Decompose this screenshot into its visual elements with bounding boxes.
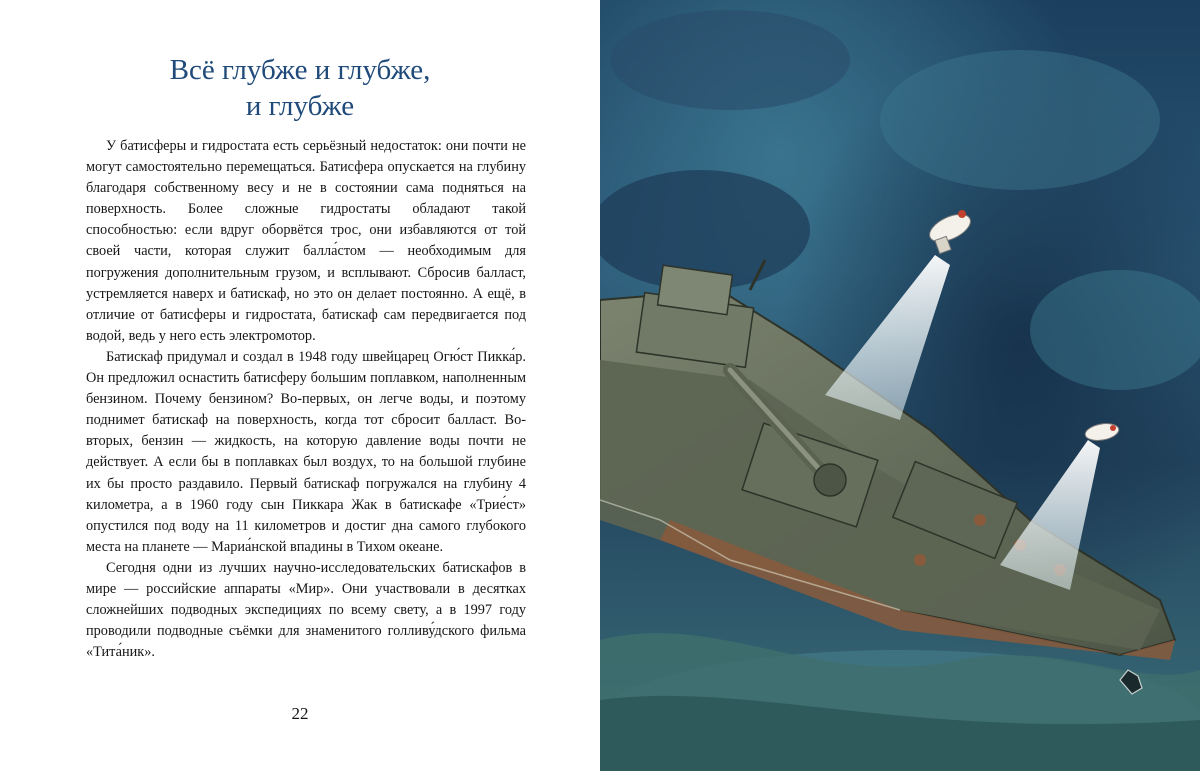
body-text bbox=[86, 136, 526, 663]
paragraph-1: У батисферы и гидростата есть серьёзный недостаток: они почти не могут самостоятельно перемещаться. Батисфера опускается на глубину благодаря собственному весу и не в состоянии сама подняться на поверхность. Более сложные гидростаты обладают такой способностью: если вдруг оборвётся трос, они избавляются от той своей части, которая служит балла́стом — необходимым для погружения дополнительным грузом, и всплывают. Сбросив балласт, устремляется наверх и батискаф, но это он делает постоянно. А ещё, в отличие от батисферы и гидростата, батискаф сам передвигается под водой, ведь у него есть электромотор. bbox=[86, 138, 526, 344]
shipwreck-illustration bbox=[600, 0, 1200, 771]
chapter-title-line-2: и глубже bbox=[245, 90, 355, 122]
illustration-page bbox=[600, 0, 1200, 771]
paragraph-2: Батискаф придумал и создал в 1948 году швейцарец Огю́ст Пикка́р. Он предложил оснастить батисферу большим поплавком, наполненным бензином. Почему бензином? Во-первых, он легче воды, и поэтому поднимет батискаф на поверхность, когда тот сбросит балласт. Во-вторых, бензин — жидкость, на которую давление воды почти не действует. А если бы в поплавках был воздух, то на большой глубине их бы просто раздавило. Первый батискаф погружался на глубину 4 километра, а в 1960 году сын Пиккара Жак в батискафе «Трие́ст» опустился под воду на 11 километров и достиг дна самого глубокого места на планете — Мариа́нской впадины в Тихом океане. bbox=[86, 348, 526, 555]
chapter-title-line-1: Всё глубже и глубже, bbox=[169, 54, 431, 86]
chapter-title bbox=[0, 52, 600, 124]
paragraph-3: Сегодня одни из лучших научно-исследовательских батискафов в мире — российские аппараты «Мир». Они участвовали в десятках сложнейших подводных экспедициях по всему свету, а в 1997 году проводили подводные съёмки для знаменитого голливу́дского фильма «Тита́ник». bbox=[86, 559, 526, 661]
page-number: 22 bbox=[291, 704, 309, 723]
